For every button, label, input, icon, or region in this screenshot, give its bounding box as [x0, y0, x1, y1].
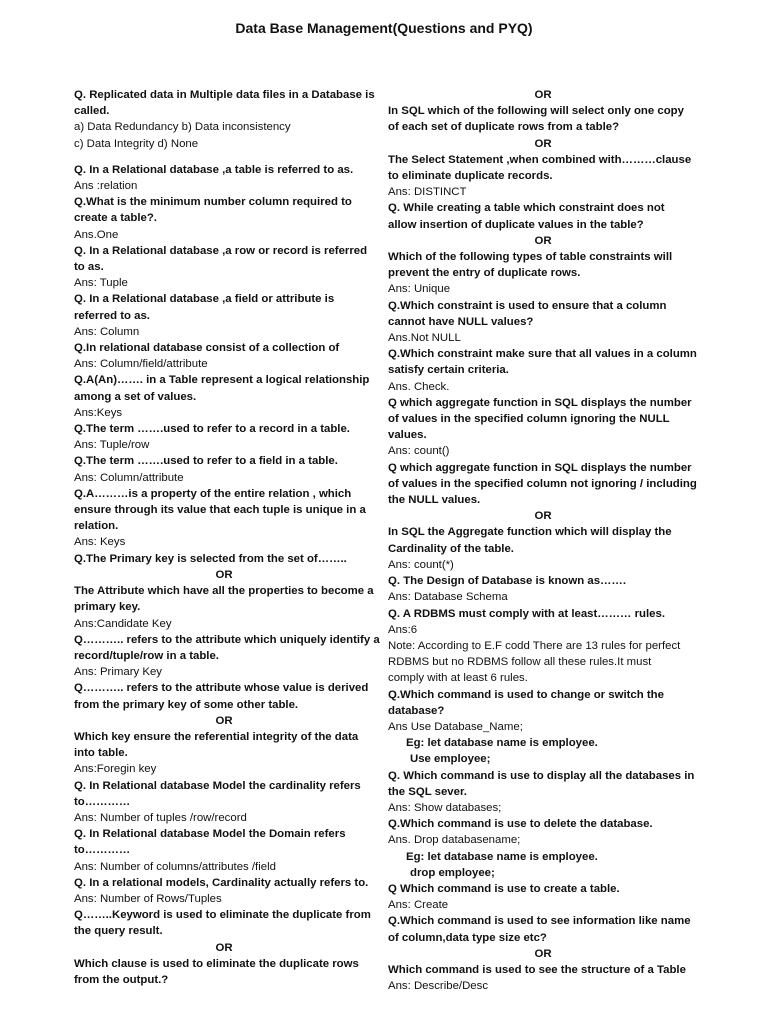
example-line: Eg: let database name is employee.	[406, 850, 598, 863]
question-line: Q.The term …….used to refer to a record in a table.	[74, 423, 350, 436]
answer-line: Ans: Number of Rows/Tuples	[74, 892, 222, 905]
question-line: of each set of duplicate rows from a table?	[388, 121, 620, 134]
answer-line: Ans: Number of tuples /row/record	[74, 811, 247, 824]
answer-line: Ans: Column/attribute	[74, 471, 184, 484]
question-line: Q.What is the minimum number column required to	[74, 196, 352, 209]
question-line: In SQL which of the following will select only one copy	[388, 105, 684, 118]
question-line: prevent the entry of duplicate rows.	[388, 267, 581, 280]
answer-line: Ans:Keys	[74, 406, 123, 419]
answer-line: comply with at least 6 rules.	[388, 672, 528, 685]
question-line: of column,data type size etc?	[388, 931, 547, 944]
right-column	[388, 87, 698, 994]
question-line: among a set of values.	[74, 390, 197, 403]
answer-line: Ans: Describe/Desc	[388, 980, 489, 993]
question-line: Q. While creating a table which constraint does not	[388, 202, 665, 215]
or-separator: OR	[534, 510, 552, 523]
example-line: Eg: let database name is employee.	[406, 737, 598, 750]
or-separator: OR	[534, 137, 552, 150]
answer-line: Ans: count(*)	[388, 558, 454, 571]
question-line: referred to as.	[74, 309, 150, 322]
question-line: Q.Which command is used to see information like name	[388, 915, 691, 928]
question-line: Q……….. refers to the attribute whose value is derived	[74, 682, 369, 695]
answer-line: Note: According to E.F codd There are 13 rules for perfect	[388, 639, 681, 652]
question-line: The Attribute which have all the properties to become a	[74, 585, 374, 598]
question-line: Q.Which command is use to delete the database.	[388, 818, 653, 831]
answer-line: Ans: Keys	[74, 536, 126, 549]
or-separator: OR	[215, 568, 233, 581]
question-line: database?	[388, 704, 445, 717]
question-line: from the output.?	[74, 973, 169, 986]
question-line: The Select Statement ,when combined with………clause	[388, 153, 692, 166]
question-line: to as.	[74, 261, 104, 274]
answer-line: Ans:Foregin key	[74, 763, 157, 776]
question-line: to…………	[74, 844, 131, 857]
or-separator: OR	[534, 234, 552, 247]
question-line: values.	[388, 429, 427, 442]
question-line: Q. In a Relational database ,a field or attribute is	[74, 293, 335, 306]
question-line: relation.	[74, 520, 119, 533]
question-line: Q.The term …….used to refer to a field in a table.	[74, 455, 338, 468]
question-line: Cardinality of the table.	[388, 542, 514, 555]
question-line: cannot have NULL values?	[388, 315, 534, 328]
question-line: Q.A………is a property of the entire relation , which	[74, 487, 352, 500]
question-line: the NULL values.	[388, 494, 481, 507]
question-line: from the primary key of some other table.	[74, 698, 299, 711]
question-line: ensure through its value that each tuple is unique in a	[74, 504, 366, 517]
answer-line: Ans: Database Schema	[388, 591, 508, 604]
answer-line: Ans: Primary Key	[74, 666, 162, 679]
answer-line: Ans: Create	[388, 899, 449, 912]
question-line: record/tuple/row in a table.	[74, 649, 219, 662]
answer-line: Ans: DISTINCT	[388, 186, 467, 199]
question-line: create a table?.	[74, 212, 157, 225]
question-line: Which clause is used to eliminate the duplicate rows	[74, 957, 359, 970]
answer-line: Ans: count()	[388, 445, 450, 458]
example-line: drop employee;	[410, 866, 495, 879]
answer-line: Ans: Tuple/row	[74, 439, 150, 452]
question-line: Which command is used to see the structure of a Table	[388, 963, 686, 976]
question-line: the query result.	[74, 925, 163, 938]
question-line: of values in the specified column ignoring the NULL	[388, 413, 670, 426]
question-line: Q.Which constraint is used to ensure that a column	[388, 299, 667, 312]
question-line: Q.In relational database consist of a collection of	[74, 342, 340, 355]
question-line: the SQL sever.	[388, 785, 467, 798]
answer-line: Ans Use Database_Name;	[388, 720, 523, 733]
question-line: Q. In a Relational database ,a row or record is referred	[74, 244, 368, 257]
answer-line: Ans:6	[388, 623, 418, 636]
answer-line: Ans :relation	[74, 180, 138, 193]
spacer	[74, 152, 374, 162]
question-line: to eliminate duplicate records.	[388, 170, 553, 183]
question-line: Which key ensure the referential integrity of the data	[74, 730, 359, 743]
answer-line: RDBMS but no RDBMS follow all these rules.It must	[388, 656, 652, 669]
answer-line: Ans: Number of columns/attributes /field	[74, 860, 276, 873]
or-separator: OR	[534, 89, 552, 101]
question-line: Q. Which command is use to display all the databases in	[388, 769, 695, 782]
answer-line: c) Data Integrity d) None	[74, 137, 199, 150]
answer-line: Ans. Check.	[388, 380, 450, 393]
question-line: Q……….. refers to the attribute which uniquely identify a	[74, 633, 380, 646]
question-line: Q.The Primary key is selected from the set of……..	[74, 552, 347, 565]
answer-line: Ans: Tuple	[74, 277, 128, 290]
left-column	[74, 87, 380, 988]
question-line: Q. The Design of Database is known as…….	[388, 575, 626, 588]
question-line: to…………	[74, 795, 131, 808]
question-line: into table.	[74, 747, 128, 760]
question-line: primary key.	[74, 601, 141, 614]
or-separator: OR	[215, 714, 233, 727]
question-line: Q. In a Relational database ,a table is referred to as.	[74, 163, 354, 176]
question-line: Q……..Keyword is used to eliminate the duplicate from	[74, 909, 371, 922]
question-line: allow insertion of duplicate values in the table?	[388, 218, 644, 231]
question-line: Q. In Relational database Model the cardinality refers	[74, 779, 361, 792]
example-line: Use employee;	[410, 753, 491, 766]
answer-line: a) Data Redundancy b) Data inconsistency	[74, 121, 291, 134]
answer-line: Ans: Unique	[388, 283, 451, 296]
question-line: Q. A RDBMS must comply with at least……… rules.	[388, 607, 666, 620]
or-separator: OR	[215, 941, 233, 954]
question-line: Q which aggregate function in SQL displays the number	[388, 461, 692, 474]
question-line: Q. In Relational database Model the Domain refers	[74, 828, 346, 841]
question-line: Q.A(An)……. in a Table represent a logical relationship	[74, 374, 370, 387]
question-line: Which of the following types of table constraints will	[388, 251, 673, 264]
question-line: called.	[74, 105, 110, 118]
question-line: Q which aggregate function in SQL displays the number	[388, 396, 692, 409]
or-separator: OR	[534, 947, 552, 960]
question-line: Q.Which constraint make sure that all values in a column	[388, 348, 697, 361]
answer-line: Ans: Column	[74, 325, 140, 338]
page-title: Data Base Management(Questions and PYQ)	[235, 20, 533, 36]
answer-line: Ans: Column/field/attribute	[74, 358, 208, 371]
question-line: of values in the specified column not ignoring / including	[388, 477, 697, 490]
question-line: Q. In a relational models, Cardinality actually refers to.	[74, 876, 369, 889]
answer-line: Ans:Candidate Key	[74, 617, 172, 630]
answer-line: Ans.One	[74, 228, 119, 241]
question-line: Q. Replicated data in Multiple data files in a Database is	[74, 89, 375, 101]
answer-line: Ans.Not NULL	[388, 332, 461, 345]
answer-line: Ans. Drop databasename;	[388, 834, 521, 847]
answer-line: Ans: Show databases;	[388, 801, 502, 814]
question-line: In SQL the Aggregate function which will display the	[388, 526, 672, 539]
question-line: Q.Which command is used to change or switch the	[388, 688, 664, 701]
question-line: Q Which command is use to create a table.	[388, 882, 620, 895]
question-line: satisfy certain criteria.	[388, 364, 509, 377]
